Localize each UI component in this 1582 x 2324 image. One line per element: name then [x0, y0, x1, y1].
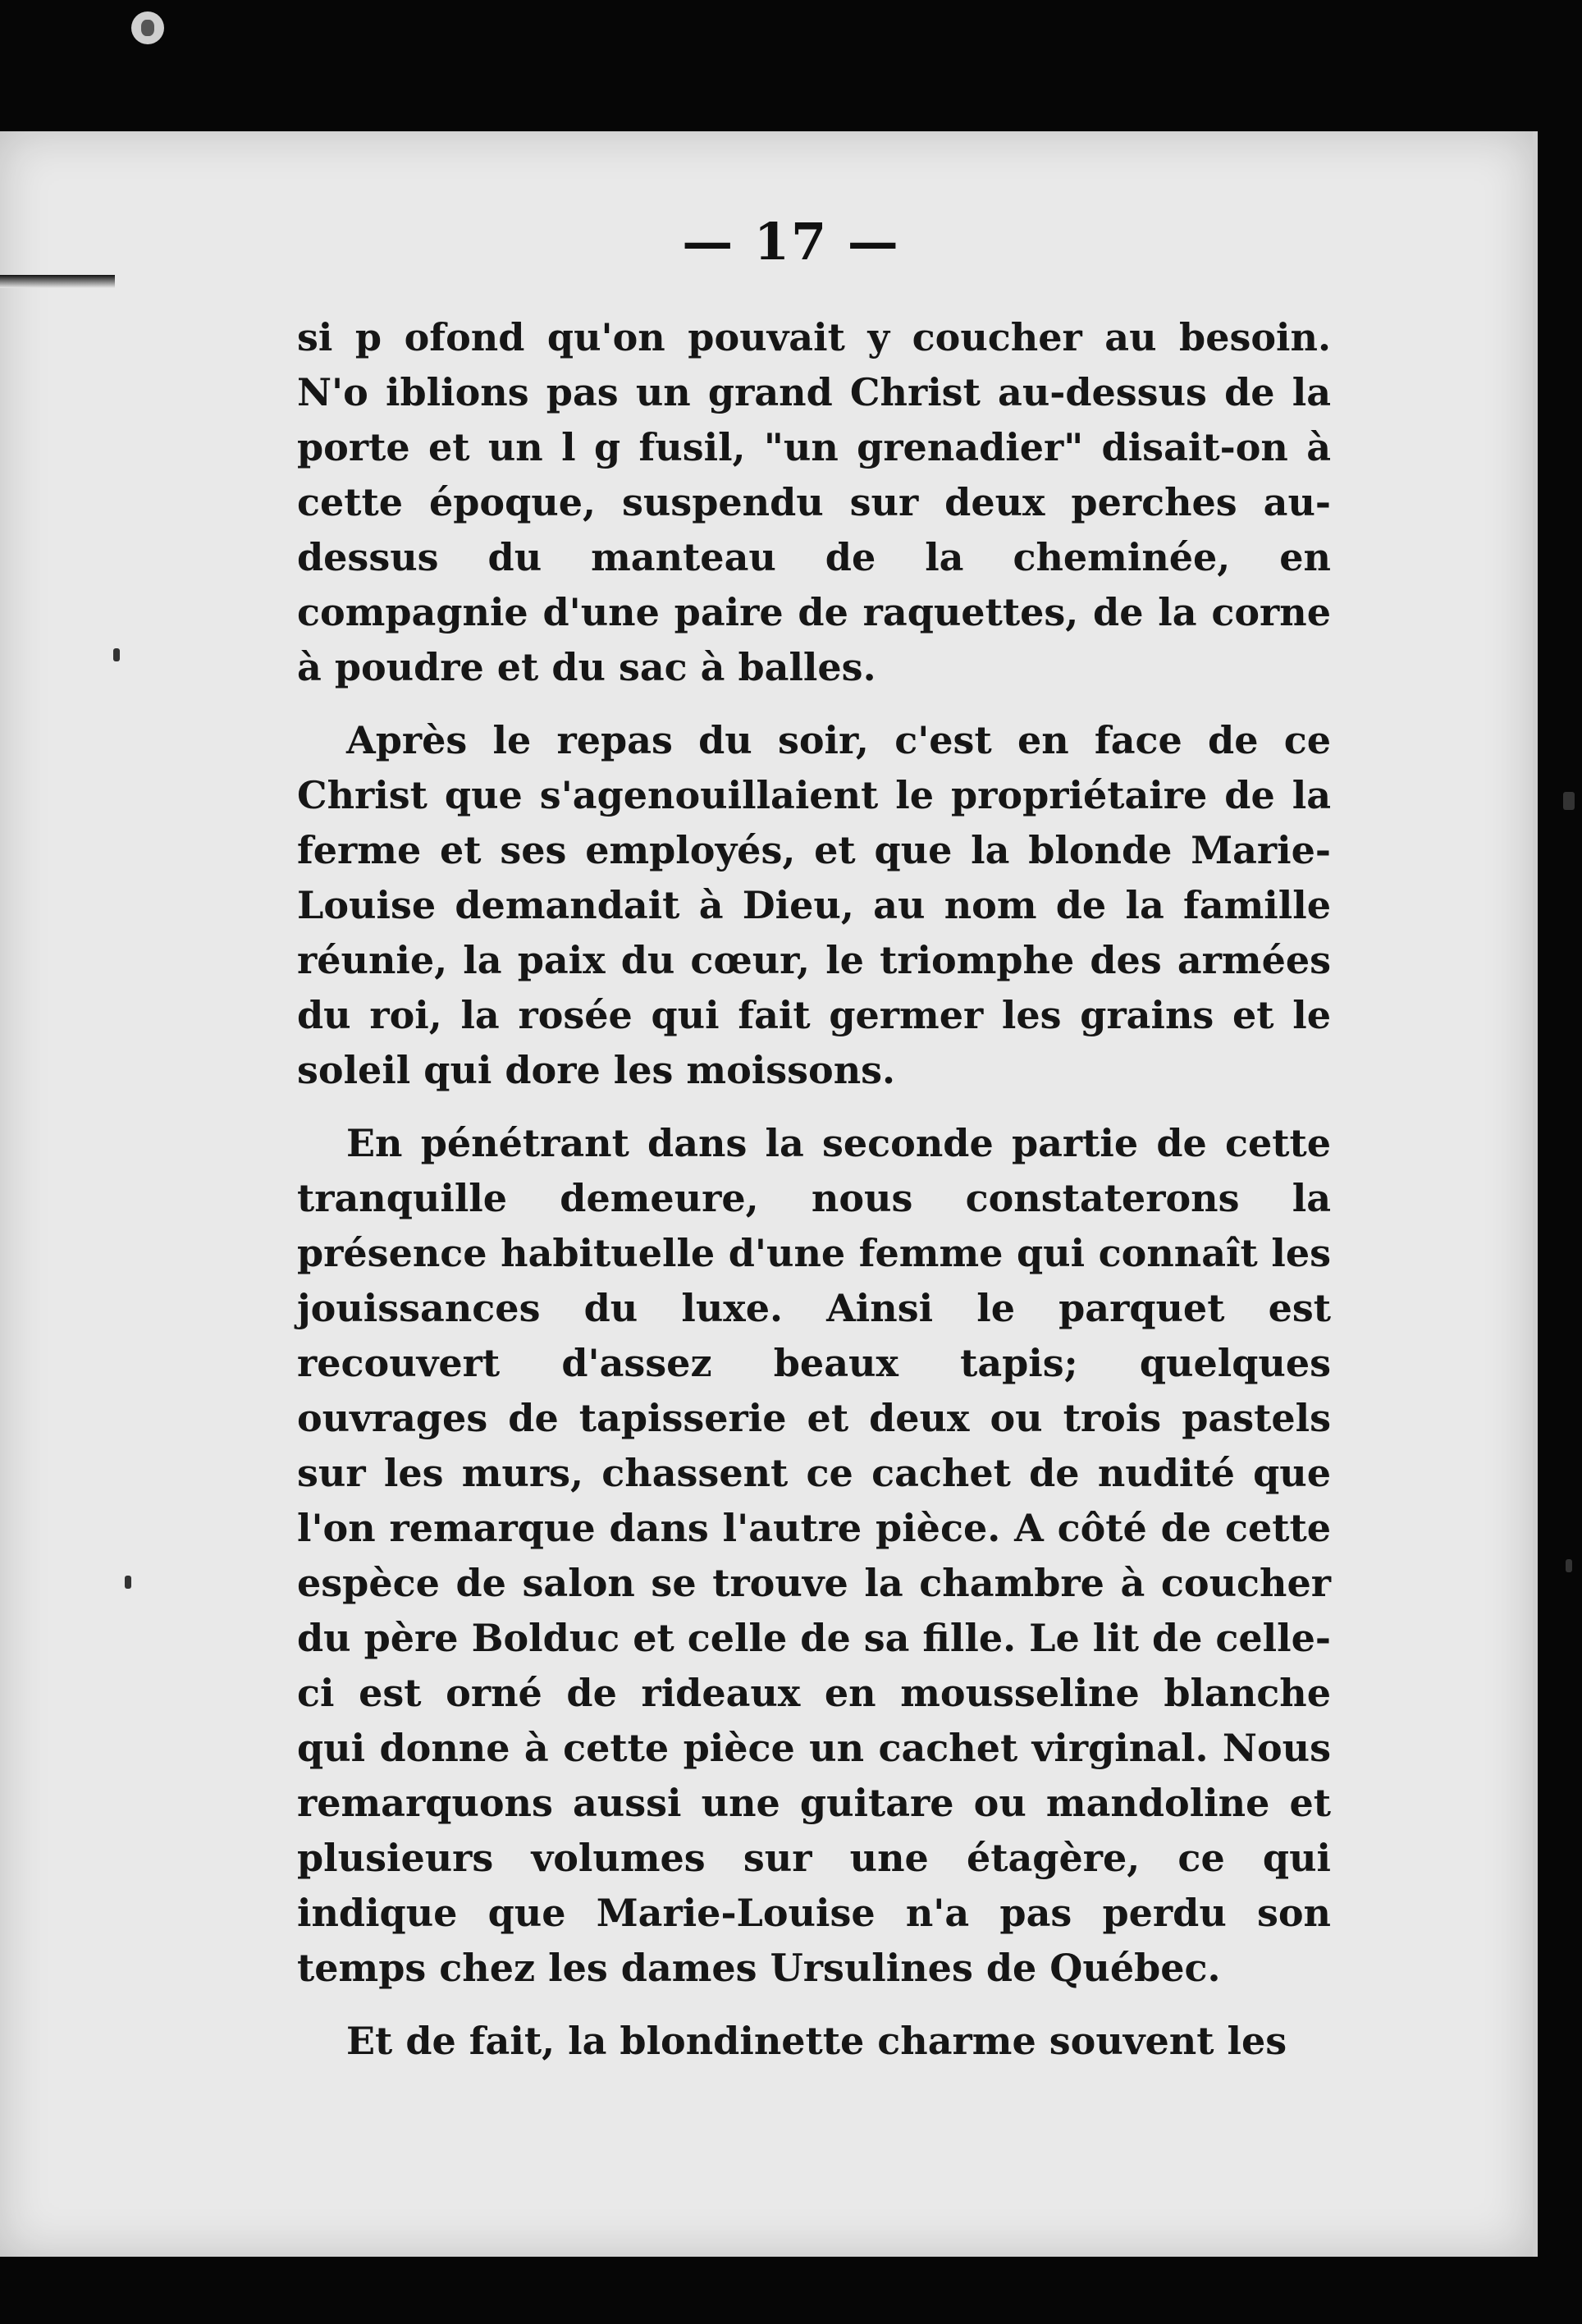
paragraph-2: Après le repas du soir, c'est en face de ce Christ que s'agenouillaient le propriétaire de la ferme et ses employés, et que la blonde Marie-Louise demandait à Dieu, au nom de la famille réunie, la paix du cœur, le triomphe des armées du roi, la rosée qui fait germer les grains et le soleil qui dore les moissons. [297, 718, 1331, 1092]
paragraph-4: Et de fait, la blondinette charme souvent les [346, 2019, 1287, 2063]
scan-speck [1563, 792, 1575, 810]
scan-bottom-edge [0, 2257, 1582, 2324]
paragraph-3: En pénétrant dans la seconde partie de cette tranquille demeure, nous constaterons la présence habituelle d'une femme qui connaît les jouissances du luxe. Ainsi le parquet est recouvert d'assez beaux tapis; quelques ouvrages de tapisserie et deux ou trois pastels sur les murs, chassent ce cachet de nudité que l'on remarque dans l'autre pièce. A côté de cette espèce de salon se trouve la chambre à coucher du père Bolduc et celle de sa fille. Le lit de celle-ci est orné de rideaux en mousseline blanche qui donne à cette pièce un cachet virginal. Nous remarquons aussi une guitare ou mandoline et plusieurs volumes sur une étagère, ce qui indique que Marie-Louise n'a pas perdu son temps chez les dames Ursulines de Québec. [297, 1121, 1331, 1990]
scan-speck [125, 1576, 131, 1589]
paragraph-1: si p ofond qu'on pouvait y coucher au besoin. N'o iblions pas un grand Christ au-dessus de la porte et un l g fusil, "un grenadier" disait-on à cette époque, suspendu sur deux perches au-dessus du manteau de la cheminée, en compagnie d'une paire de raquettes, de la corne à poudre et du sac à balles. [297, 315, 1331, 689]
page-number: — 17 — [682, 212, 900, 272]
page-fold-shadow [0, 275, 115, 288]
scan-speck [1566, 1559, 1572, 1572]
scan-speck [113, 648, 120, 661]
scan-corner-mark-icon [131, 11, 164, 44]
page-text [297, 310, 1331, 2087]
